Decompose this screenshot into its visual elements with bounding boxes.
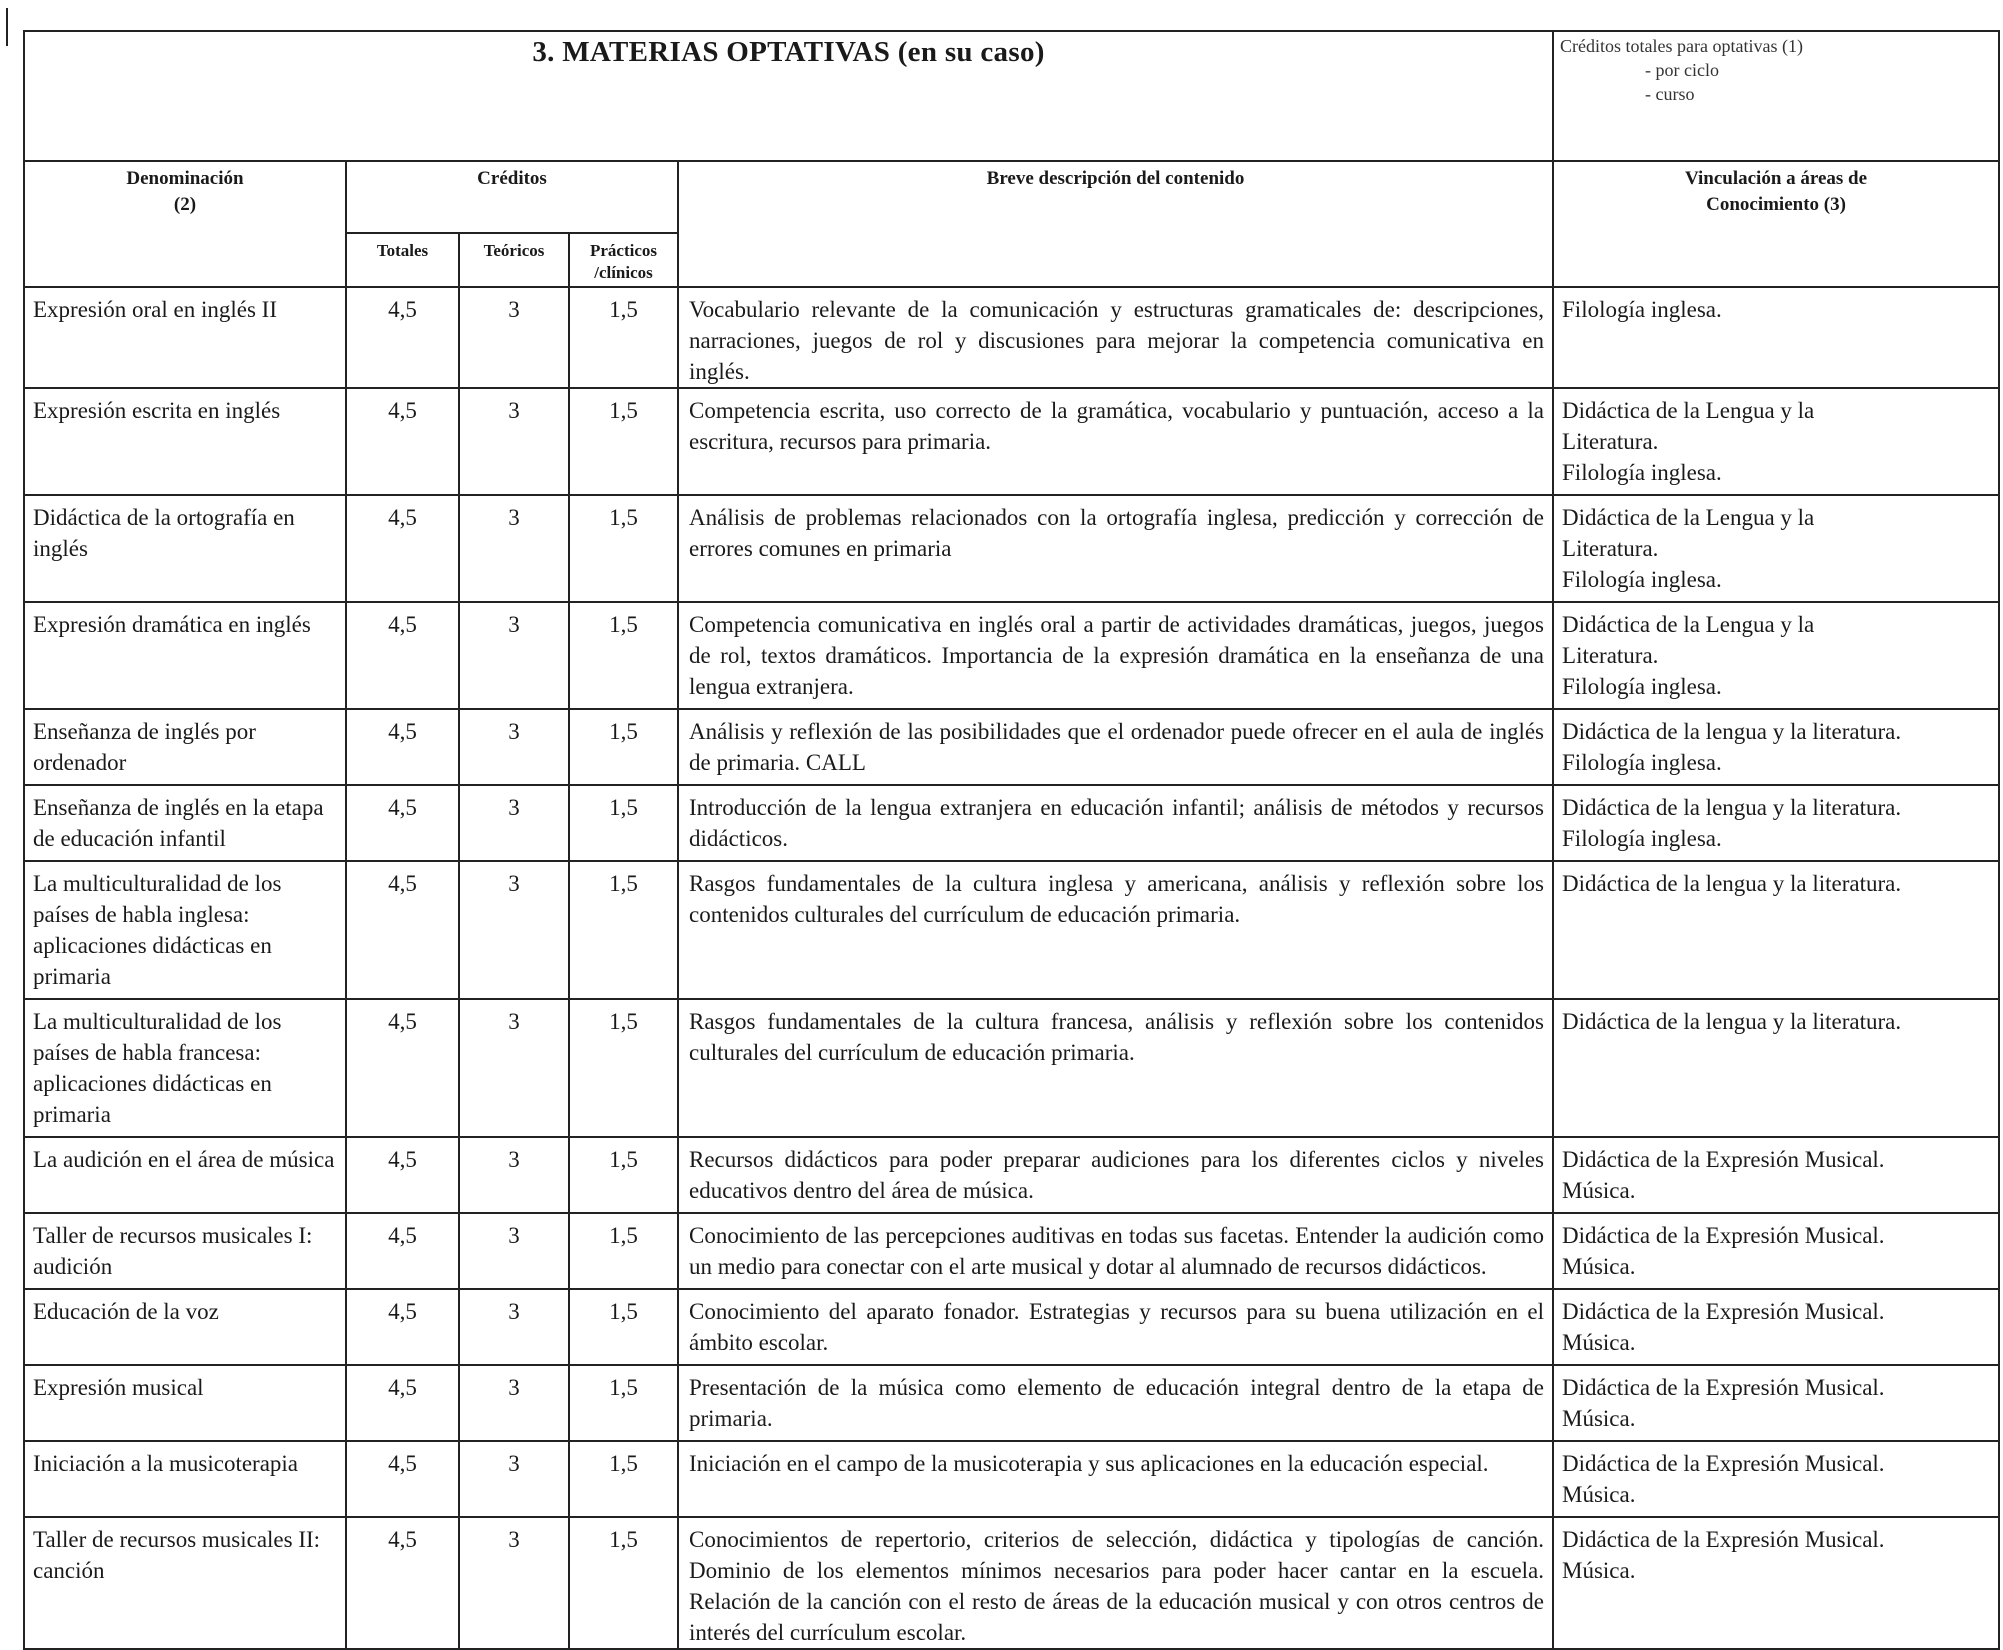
credits-practicos: 1,5 (569, 1137, 678, 1213)
credits-totales: 4,5 (346, 1365, 459, 1441)
page-edge-mark (6, 8, 8, 46)
knowledge-area-line: Didáctica de la Lengua y la (1562, 398, 1815, 423)
credits-teoricos: 3 (459, 785, 569, 861)
subject-description: Recursos didácticos para poder preparar audiciones para los diferentes ciclos y niveles educativos dentro del área de música. (678, 1137, 1553, 1213)
knowledge-area-line: Música. (1562, 1482, 1636, 1507)
knowledge-areas (1553, 287, 1999, 388)
subject-description: Vocabulario relevante de la comunicación y estructuras gramaticales de: descripciones, narraciones, juegos de rol y discusiones para mejorar la competencia comunicativa en inglés. (678, 287, 1553, 388)
header-vinculacion (1553, 161, 1999, 287)
knowledge-area-line: Música. (1562, 1330, 1636, 1355)
table-row (24, 1137, 1999, 1213)
knowledge-area-line: Filología inglesa. (1562, 826, 1722, 851)
table-row (24, 1213, 1999, 1289)
header-teoricos: Teóricos (459, 233, 569, 287)
knowledge-area-line: Didáctica de la Lengua y la (1562, 505, 1815, 530)
header-vinculacion-label-2: Conocimiento (3) (1706, 194, 1846, 215)
table-row (24, 1441, 1999, 1517)
subject-name: Enseñanza de inglés por ordenador (24, 709, 346, 785)
knowledge-area-line: Filología inglesa. (1562, 297, 1722, 322)
table-row (24, 785, 1999, 861)
table-row (24, 495, 1999, 602)
knowledge-area-line: Didáctica de la lengua y la literatura. (1562, 1009, 1902, 1034)
header-denominacion (24, 161, 346, 287)
subject-description: Análisis de problemas relacionados con la ortografía inglesa, predicción y corrección de errores comunes en primaria (678, 495, 1553, 602)
subject-description: Rasgos fundamentales de la cultura inglesa y americana, análisis y reflexión sobre los contenidos culturales del currículum de educación primaria. (678, 861, 1553, 999)
subject-name: Didáctica de la ortografía en inglés (24, 495, 346, 602)
knowledge-area-line: Didáctica de la lengua y la literatura. (1562, 719, 1902, 744)
credits-practicos: 1,5 (569, 1365, 678, 1441)
knowledge-areas (1553, 1289, 1999, 1365)
credits-teoricos: 3 (459, 1441, 569, 1517)
credits-practicos: 1,5 (569, 861, 678, 999)
table-row (24, 1289, 1999, 1365)
subject-name: Expresión dramática en inglés (24, 602, 346, 709)
knowledge-areas (1553, 602, 1999, 709)
credits-totales: 4,5 (346, 1137, 459, 1213)
credits-practicos: 1,5 (569, 602, 678, 709)
knowledge-areas (1553, 1213, 1999, 1289)
knowledge-areas (1553, 785, 1999, 861)
knowledge-area-line: Música. (1562, 1178, 1636, 1203)
subject-name: Enseñanza de inglés en la etapa de educación infantil (24, 785, 346, 861)
table-row (24, 602, 1999, 709)
table-row (24, 709, 1999, 785)
knowledge-area-line: Didáctica de la Expresión Musical. (1562, 1451, 1885, 1476)
credits-totales: 4,5 (346, 999, 459, 1137)
header-practicos-label: Prácticos (589, 241, 658, 260)
table-row (24, 1365, 1999, 1441)
credits-teoricos: 3 (459, 1213, 569, 1289)
knowledge-areas (1553, 388, 1999, 495)
subject-name: Taller de recursos musicales II: canción (24, 1517, 346, 1649)
credits-teoricos: 3 (459, 1517, 569, 1649)
credits-teoricos: 3 (459, 709, 569, 785)
credits-practicos: 1,5 (569, 388, 678, 495)
credits-totales: 4,5 (346, 287, 459, 388)
optional-subjects-table (23, 30, 2000, 1650)
subject-description: Conocimientos de repertorio, criterios de selección, didáctica y tipologías de canción. Dominio de los elementos mínimos necesarios para poder hacer cantar en la escuela. Relación de la canción con el resto de áreas de la educación musical y con otros centros de interés del currículum escolar. (678, 1517, 1553, 1649)
credits-practicos: 1,5 (569, 999, 678, 1137)
knowledge-areas (1553, 1137, 1999, 1213)
header-row (24, 161, 1999, 233)
subject-name: Expresión oral en inglés II (24, 287, 346, 388)
subject-description: Análisis y reflexión de las posibilidades que el ordenador puede ofrecer en el aula de inglés de primaria. CALL (678, 709, 1553, 785)
credits-teoricos: 3 (459, 1365, 569, 1441)
subject-name: La audición en el área de música (24, 1137, 346, 1213)
credits-practicos: 1,5 (569, 1517, 678, 1649)
credits-practicos: 1,5 (569, 287, 678, 388)
knowledge-area-line: Literatura. (1562, 536, 1659, 561)
credits-teoricos: 3 (459, 1137, 569, 1213)
section-title-cell (24, 31, 1553, 161)
credits-teoricos: 3 (459, 861, 569, 999)
knowledge-areas (1553, 1441, 1999, 1517)
credits-practicos: 1,5 (569, 495, 678, 602)
title-row (24, 31, 1999, 161)
knowledge-area-line: Didáctica de la Expresión Musical. (1562, 1375, 1885, 1400)
knowledge-areas (1553, 1365, 1999, 1441)
subject-description: Iniciación en el campo de la musicoterapia y sus aplicaciones en la educación especial. (678, 1441, 1553, 1517)
credits-totales: 4,5 (346, 709, 459, 785)
credits-totales: 4,5 (346, 1289, 459, 1365)
header-practicos (569, 233, 678, 287)
knowledge-area-line: Música. (1562, 1254, 1636, 1279)
header-totales: Totales (346, 233, 459, 287)
knowledge-area-line: Didáctica de la lengua y la literatura. (1562, 795, 1902, 820)
credits-teoricos: 3 (459, 287, 569, 388)
credits-practicos: 1,5 (569, 709, 678, 785)
credits-practicos: 1,5 (569, 1213, 678, 1289)
subject-description: Presentación de la música como elemento de educación integral dentro de la etapa de primaria. (678, 1365, 1553, 1441)
knowledge-area-line: Literatura. (1562, 429, 1659, 454)
knowledge-area-line: Música. (1562, 1406, 1636, 1431)
credits-totales: 4,5 (346, 495, 459, 602)
knowledge-area-line: Didáctica de la Expresión Musical. (1562, 1299, 1885, 1324)
credits-total-label: Créditos totales para optativas (1) (1560, 36, 1803, 56)
header-denominacion-note: (2) (173, 194, 197, 215)
credits-totales: 4,5 (346, 861, 459, 999)
subject-name: Educación de la voz (24, 1289, 346, 1365)
subject-name: Expresión musical (24, 1365, 346, 1441)
knowledge-area-line: Filología inglesa. (1562, 460, 1722, 485)
knowledge-area-line: Didáctica de la lengua y la literatura. (1562, 871, 1902, 896)
knowledge-area-line: Filología inglesa. (1562, 674, 1722, 699)
knowledge-areas (1553, 861, 1999, 999)
subject-description: Competencia escrita, uso correcto de la gramática, vocabulario y puntuación, acceso a la escritura, recursos para primaria. (678, 388, 1553, 495)
header-practicos-label-2: /clínicos (594, 263, 653, 282)
credits-practicos: 1,5 (569, 1441, 678, 1517)
table-row (24, 287, 1999, 388)
knowledge-area-line: Música. (1562, 1558, 1636, 1583)
header-vinculacion-label: Vinculación a áreas de (1684, 168, 1868, 189)
knowledge-area-line: Filología inglesa. (1562, 750, 1722, 775)
credits-box (1553, 31, 1999, 161)
table-row (24, 1517, 1999, 1649)
subject-name: Iniciación a la musicoterapia (24, 1441, 346, 1517)
table-row (24, 388, 1999, 495)
table-row (24, 861, 1999, 999)
credits-teoricos: 3 (459, 1289, 569, 1365)
subject-description: Conocimiento de las percepciones auditivas en todas sus facetas. Entender la audición como un medio para conectar con el arte musical y dotar al alumnado de recursos didácticos. (678, 1213, 1553, 1289)
header-creditos: Créditos (346, 161, 678, 233)
credits-per-course-label: - curso (1645, 84, 1695, 104)
knowledge-area-line: Didáctica de la Expresión Musical. (1562, 1223, 1885, 1248)
knowledge-area-line: Filología inglesa. (1562, 567, 1722, 592)
credits-totales: 4,5 (346, 602, 459, 709)
credits-totales: 4,5 (346, 785, 459, 861)
knowledge-areas (1553, 495, 1999, 602)
subject-description: Competencia comunicativa en inglés oral a partir de actividades dramáticas, juegos, juegos de rol, textos dramáticos. Importancia de la expresión dramática en la enseñanza de una lengua extranjera. (678, 602, 1553, 709)
knowledge-area-line: Literatura. (1562, 643, 1659, 668)
subject-description: Introducción de la lengua extranjera en educación infantil; análisis de métodos y recursos didácticos. (678, 785, 1553, 861)
subject-description: Conocimiento del aparato fonador. Estrategias y recursos para su buena utilización en el ámbito escolar. (678, 1289, 1553, 1365)
header-descripcion: Breve descripción del contenido (678, 161, 1553, 287)
section-title: 3. MATERIAS OPTATIVAS (en su caso) (532, 36, 1045, 68)
credits-teoricos: 3 (459, 602, 569, 709)
credits-totales: 4,5 (346, 1213, 459, 1289)
subject-name: La multiculturalidad de los países de habla francesa: aplicaciones didácticas en primaria (24, 999, 346, 1137)
credits-totales: 4,5 (346, 1441, 459, 1517)
document-page (23, 30, 2000, 1650)
credits-teoricos: 3 (459, 495, 569, 602)
subject-name: Taller de recursos musicales I: audición (24, 1213, 346, 1289)
credits-totales: 4,5 (346, 1517, 459, 1649)
knowledge-areas (1553, 999, 1999, 1137)
header-denominacion-label: Denominación (126, 168, 244, 189)
credits-totales: 4,5 (346, 388, 459, 495)
credits-practicos: 1,5 (569, 785, 678, 861)
subject-name: La multiculturalidad de los países de habla inglesa: aplicaciones didácticas en primaria (24, 861, 346, 999)
credits-practicos: 1,5 (569, 1289, 678, 1365)
knowledge-areas (1553, 709, 1999, 785)
knowledge-areas (1553, 1517, 1999, 1649)
subject-name: Expresión escrita en inglés (24, 388, 346, 495)
credits-teoricos: 3 (459, 388, 569, 495)
table-row (24, 999, 1999, 1137)
knowledge-area-line: Didáctica de la Expresión Musical. (1562, 1147, 1885, 1172)
knowledge-area-line: Didáctica de la Expresión Musical. (1562, 1527, 1885, 1552)
knowledge-area-line: Didáctica de la Lengua y la (1562, 612, 1815, 637)
credits-teoricos: 3 (459, 999, 569, 1137)
credits-per-cycle-label: - por ciclo (1645, 60, 1719, 80)
subject-description: Rasgos fundamentales de la cultura francesa, análisis y reflexión sobre los contenidos culturales del currículum de educación primaria. (678, 999, 1553, 1137)
